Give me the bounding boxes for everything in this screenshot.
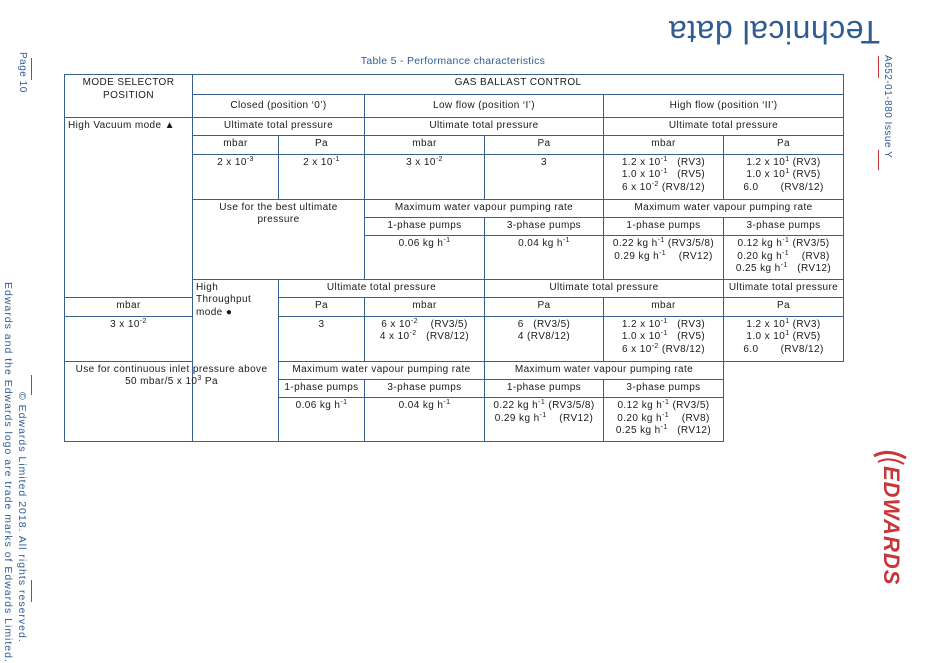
margin-rule-right-mid bbox=[878, 150, 879, 170]
hv-high-mbar-header: mbar bbox=[604, 136, 724, 154]
vacuum-symbol-icon: ▲ bbox=[164, 119, 175, 131]
hv-low-mbar-header: mbar bbox=[365, 136, 485, 154]
hv-closed-mbar-header: mbar bbox=[193, 136, 279, 154]
gas-ballast-header: GAS BALLAST CONTROL bbox=[193, 75, 844, 95]
low-flow-header: Low flow (position ‘I’) bbox=[365, 95, 604, 117]
performance-table bbox=[64, 74, 844, 442]
ht-high-3ph-value: 0.12 kg $h^{-1}$ (RV3/5) 0.20 kg $h^{-1}$ (RV8) 0.25 kg $h^{-1}$ (RV12) bbox=[604, 398, 724, 442]
hv-low-1ph-header: 1-phase pumps bbox=[365, 218, 485, 236]
closed-position-header: Closed (position ‘0’) bbox=[193, 95, 365, 117]
hv-low-pa-value: 3 bbox=[485, 154, 604, 199]
hv-high-mwvpr-label: Maximum water vapour pumping rate bbox=[604, 199, 844, 217]
hv-low-3ph-header: 3-phase pumps bbox=[485, 218, 604, 236]
logo-swoosh-inner-icon bbox=[878, 459, 904, 464]
hv-low-pa-header: Pa bbox=[485, 136, 604, 154]
page-title: Technical data bbox=[668, 14, 880, 50]
high-vacuum-mode-cell: High Vacuum mode ▲ bbox=[65, 117, 193, 297]
edwards-logo bbox=[866, 448, 916, 608]
hv-closed-mbar-value: 2 x $10^{-3}$ bbox=[193, 154, 279, 199]
ht-low-utp-label: Ultimate total pressure bbox=[485, 279, 724, 297]
ht-low-pa-value: 6 (RV3/5) 4 (RV8/12) bbox=[485, 316, 604, 361]
ht-closed-utp-label: Ultimate total pressure bbox=[279, 279, 485, 297]
hv-high-3ph-header: 3-phase pumps bbox=[724, 218, 844, 236]
ht-high-mwvpr-label: Maximum water vapour pumping rate bbox=[485, 361, 724, 379]
hv-high-1ph-value: 0.22 kg $h^{-1}$ (RV3/5/8) 0.29 kg $h^{-1}$ (RV12) bbox=[604, 236, 724, 279]
hv-high-mbar-value: 1.2 x $10^{-1}$ (RV3) 1.0 x $10^{-1}$ (RV5) 6 x $10^{-2}$ (RV8/12) bbox=[604, 154, 724, 199]
margin-rule-mid bbox=[31, 375, 32, 395]
ht-high-mbar-header: mbar bbox=[604, 298, 724, 316]
hv-low-mbar-value: 3 x $10^{-2}$ bbox=[365, 154, 485, 199]
ht-closed-mbar-value: 3 x $10^{-2}$ bbox=[65, 316, 193, 361]
hv-low-mwvpr-label: Maximum water vapour pumping rate bbox=[365, 199, 604, 217]
ht-low-mbar-value: 6 x $10^{-2}$ (RV3/5) 4 x $10^{-2}$ (RV8/12) bbox=[365, 316, 485, 361]
ht-low-3ph-value: 0.04 kg $h^{-1}$ bbox=[365, 398, 485, 442]
ht-low-1ph-value: 0.06 kg $h^{-1}$ bbox=[279, 398, 365, 442]
doc-reference: A652-01-880 Issue Y bbox=[882, 55, 893, 159]
ht-low-3ph-header: 3-phase pumps bbox=[365, 380, 485, 398]
hv-low-1ph-value: 0.06 kg $h^{-1}$ bbox=[365, 236, 485, 279]
table-caption: Table 5 - Performance characteristics bbox=[360, 55, 546, 67]
margin-rule-bottom bbox=[31, 580, 32, 602]
hv-high-1ph-header: 1-phase pumps bbox=[604, 218, 724, 236]
hv-use-note: Use for the best ultimate pressure bbox=[193, 199, 365, 279]
page-number: Page 10 bbox=[17, 52, 28, 93]
hv-low-utp-label: Ultimate total pressure bbox=[365, 117, 604, 135]
ht-closed-pa-header: Pa bbox=[279, 298, 365, 316]
hv-closed-pa-header: Pa bbox=[279, 136, 365, 154]
ht-low-mbar-header: mbar bbox=[365, 298, 485, 316]
ht-high-pa-value: 1.2 x $10^1$ (RV3) 1.0 x $10^1$ (RV5) 6.0 (RV8/12) bbox=[724, 316, 844, 361]
hv-closed-pa-value: 2 x $10^{-1}$ bbox=[279, 154, 365, 199]
hv-high-pa-value: 1.2 x $10^1$ (RV3) 1.0 x $10^1$ (RV5) 6.0 (RV8/12) bbox=[724, 154, 844, 199]
hv-high-3ph-value: 0.12 kg $h^{-1}$ (RV3/5) 0.20 kg $h^{-1}$ (RV8) 0.25 kg $h^{-1}$ (RV12) bbox=[724, 236, 844, 279]
ht-high-pa-header: Pa bbox=[724, 298, 844, 316]
ht-high-1ph-header: 1-phase pumps bbox=[485, 380, 604, 398]
ht-closed-pa-value: 3 bbox=[279, 316, 365, 361]
hv-high-utp-label: Ultimate total pressure bbox=[604, 117, 844, 135]
ht-low-1ph-header: 1-phase pumps bbox=[279, 380, 365, 398]
high-throughput-mode-cell: High Throughput mode ● bbox=[193, 279, 279, 441]
trademark-notice: Edwards and the Edwards logo are trade marks of Edwards Limited. bbox=[2, 282, 14, 663]
ht-high-3ph-header: 3-phase pumps bbox=[604, 380, 724, 398]
hv-high-pa-header: Pa bbox=[724, 136, 844, 154]
ht-high-mbar-value: 1.2 x $10^{-1}$ (RV3) 1.0 x $10^{-1}$ (RV5) 6 x $10^{-2}$ (RV8/12) bbox=[604, 316, 724, 361]
hv-low-3ph-value: 0.04 kg $h^{-1}$ bbox=[485, 236, 604, 279]
hv-closed-utp-label: Ultimate total pressure bbox=[193, 117, 365, 135]
logo-swoosh-icon bbox=[874, 452, 906, 458]
ht-high-1ph-value: 0.22 kg $h^{-1}$ (RV3/5/8) 0.29 kg $h^{-1}$ (RV12) bbox=[485, 398, 604, 442]
copyright-notice: © Edwards Limited 2018. All rights reserved. bbox=[16, 392, 28, 643]
ht-closed-mbar-header: mbar bbox=[65, 298, 193, 316]
throughput-symbol-icon: ● bbox=[225, 306, 233, 318]
ht-use-note: Use for continuous inlet pressure above 50 mbar/5 x $10^3$ Pa bbox=[65, 361, 279, 441]
high-flow-header: High flow (position ‘II’) bbox=[604, 95, 844, 117]
mode-selector-header: MODE SELECTOR POSITION bbox=[65, 75, 193, 118]
ht-low-mwvpr-label: Maximum water vapour pumping rate bbox=[279, 361, 485, 379]
ht-low-pa-header: Pa bbox=[485, 298, 604, 316]
ht-high-utp-label: Ultimate total pressure bbox=[724, 279, 844, 297]
logo-wordmark: EDWARDS bbox=[879, 466, 904, 586]
